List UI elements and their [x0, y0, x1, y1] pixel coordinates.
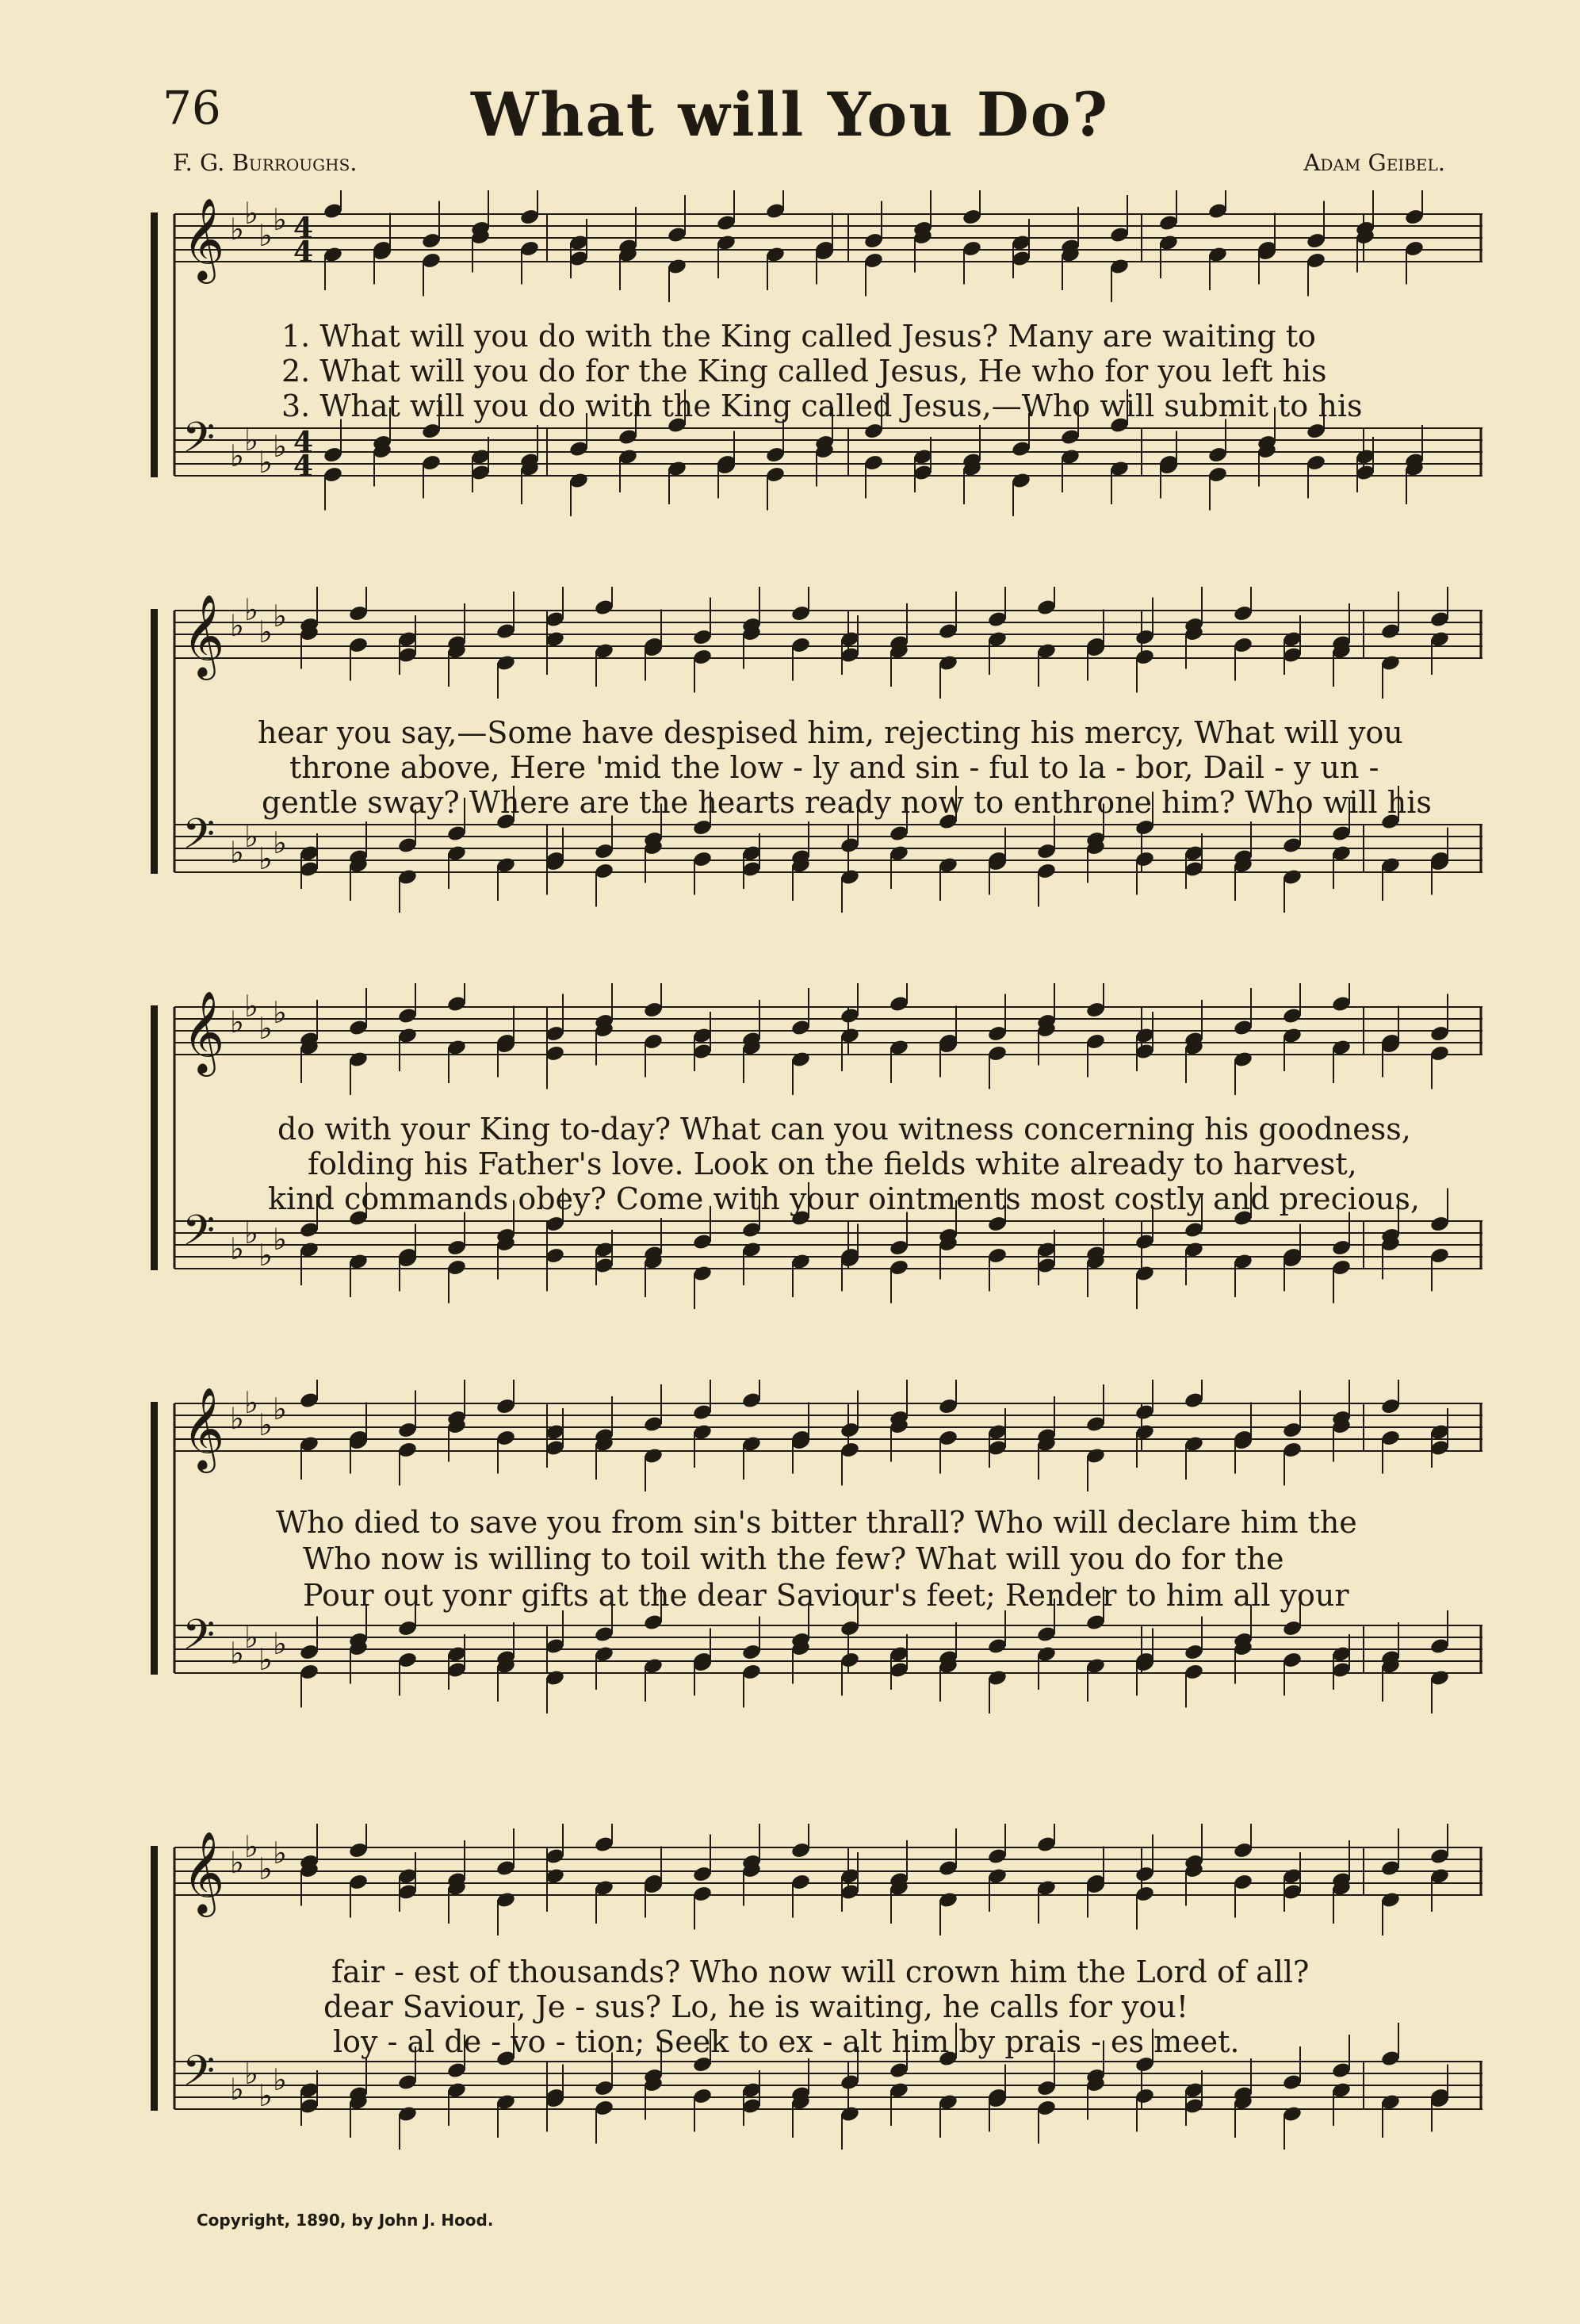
svg-text:♭: ♭: [258, 2078, 273, 2113]
svg-text:4: 4: [293, 450, 314, 483]
svg-text:𝄞: 𝄞: [182, 197, 225, 281]
svg-text:♭: ♭: [273, 2062, 287, 2097]
music-system-4: [151, 1380, 1482, 1792]
verse-line-2: dear Saviour, Je - sus? Lo, he is waiting, he calls for you!: [323, 1989, 1189, 2024]
svg-text:♭: ♭: [230, 212, 244, 247]
svg-text:♭: ♭: [230, 1845, 244, 1880]
music-system-1: [151, 190, 1482, 555]
svg-text:♭: ♭: [273, 825, 287, 860]
svg-text:𝄢: 𝄢: [182, 1611, 216, 1670]
verse-line-2: Who now is willing to toil with the few? What will you do for the: [303, 1541, 1284, 1576]
svg-text:♭: ♭: [230, 608, 244, 643]
svg-text:𝄢: 𝄢: [182, 1207, 216, 1265]
verse-line-1: 1. What will you do with the King called Jesus? Many are waiting to: [281, 319, 1316, 354]
verse-line-2: 2. What will you do for the King called Jesus, He who for you left his: [281, 354, 1327, 389]
svg-text:♭: ♭: [273, 1392, 287, 1426]
svg-text:𝄞: 𝄞: [182, 594, 225, 677]
svg-text:♭: ♭: [258, 218, 273, 253]
svg-text:♭: ♭: [273, 202, 287, 237]
svg-text:♭: ♭: [244, 819, 258, 854]
music-system-3: [151, 983, 1482, 1348]
svg-text:♭: ♭: [244, 1385, 258, 1420]
verse-line-3: gentle sway? Where are the hearts ready now to enthrone him? Who will his: [262, 785, 1432, 820]
svg-text:♭: ♭: [258, 1407, 273, 1442]
svg-text:♭: ♭: [244, 2056, 258, 2091]
svg-text:♭: ♭: [244, 196, 258, 231]
svg-text:♭: ♭: [273, 1222, 287, 1257]
svg-text:4: 4: [293, 426, 314, 459]
hymn-title: What will You Do?: [470, 79, 1110, 150]
verse-line-3: Pour out yonr gifts at the dear Saviour's feet; Render to him all your: [303, 1578, 1349, 1613]
svg-text:♭: ♭: [230, 1005, 244, 1039]
svg-text:♭: ♭: [273, 429, 287, 464]
svg-text:♭: ♭: [258, 1851, 273, 1886]
svg-text:𝄢: 𝄢: [182, 414, 216, 473]
svg-text:4: 4: [293, 235, 314, 269]
author-credit: F. G. Burroughs.: [173, 149, 358, 176]
svg-text:♭: ♭: [258, 1642, 273, 1677]
svg-text:♭: ♭: [230, 2072, 244, 2107]
svg-text:𝄢: 𝄢: [182, 810, 216, 869]
copyright-notice: Copyright, 1890, by John J. Hood.: [197, 2211, 494, 2230]
verse-line-1: fair - est of thousands? Who now will crown him the Lord of all?: [331, 1955, 1310, 1989]
svg-text:♭: ♭: [258, 1011, 273, 1046]
svg-text:♭: ♭: [244, 1620, 258, 1655]
composer-credit: Adam Geibel.: [1303, 149, 1445, 176]
svg-text:♭: ♭: [230, 1401, 244, 1436]
svg-text:♭: ♭: [230, 438, 244, 473]
svg-text:♭: ♭: [258, 615, 273, 649]
verse-line-2: throne above, Here 'mid the low - ly and sin - ful to la - bor, Dail - y un -: [289, 750, 1379, 785]
svg-text:♭: ♭: [273, 1626, 287, 1661]
svg-text:♭: ♭: [244, 989, 258, 1024]
verse-line-2: folding his Father's love. Look on the fields white already to harvest,: [308, 1147, 1357, 1181]
verse-line-1: hear you say,—Some have despised him, rejecting his mercy, What will you: [258, 715, 1403, 750]
svg-text:♭: ♭: [258, 445, 273, 480]
svg-text:♭: ♭: [273, 995, 287, 1030]
verse-line-3: kind commands obey? Come with your ointments most costly and precious,: [268, 1181, 1420, 1216]
svg-text:♭: ♭: [230, 835, 244, 870]
verse-line-1: do with your King to-day? What can you witness concerning his goodness,: [277, 1112, 1411, 1147]
svg-text:♭: ♭: [244, 423, 258, 458]
music-system-5: [151, 1824, 1482, 2196]
svg-text:♭: ♭: [244, 1829, 258, 1864]
svg-text:♭: ♭: [230, 1231, 244, 1266]
svg-text:𝄞: 𝄞: [182, 1387, 225, 1470]
svg-text:𝄞: 𝄞: [182, 1831, 225, 1914]
svg-text:♭: ♭: [244, 1216, 258, 1250]
verse-line-1: Who died to save you from sin's bitter thrall? Who will declare him the: [276, 1505, 1357, 1540]
svg-text:♭: ♭: [230, 1636, 244, 1671]
page-number: 76: [163, 81, 221, 135]
svg-text:4: 4: [293, 212, 314, 245]
music-system-2: [151, 587, 1482, 951]
svg-text:♭: ♭: [273, 599, 287, 634]
svg-text:♭: ♭: [244, 592, 258, 627]
svg-text:♭: ♭: [258, 841, 273, 876]
svg-text:𝄢: 𝄢: [182, 2047, 216, 2106]
svg-text:♭: ♭: [273, 1836, 287, 1870]
verse-line-3: loy - al de - vo - tion; Seek to ex - alt him by prais - es meet.: [333, 2024, 1240, 2059]
svg-text:𝄞: 𝄞: [182, 990, 225, 1074]
verse-line-3: 3. What will you do with the King called Jesus,—Who will submit to his: [281, 389, 1363, 423]
svg-text:♭: ♭: [258, 1238, 273, 1273]
